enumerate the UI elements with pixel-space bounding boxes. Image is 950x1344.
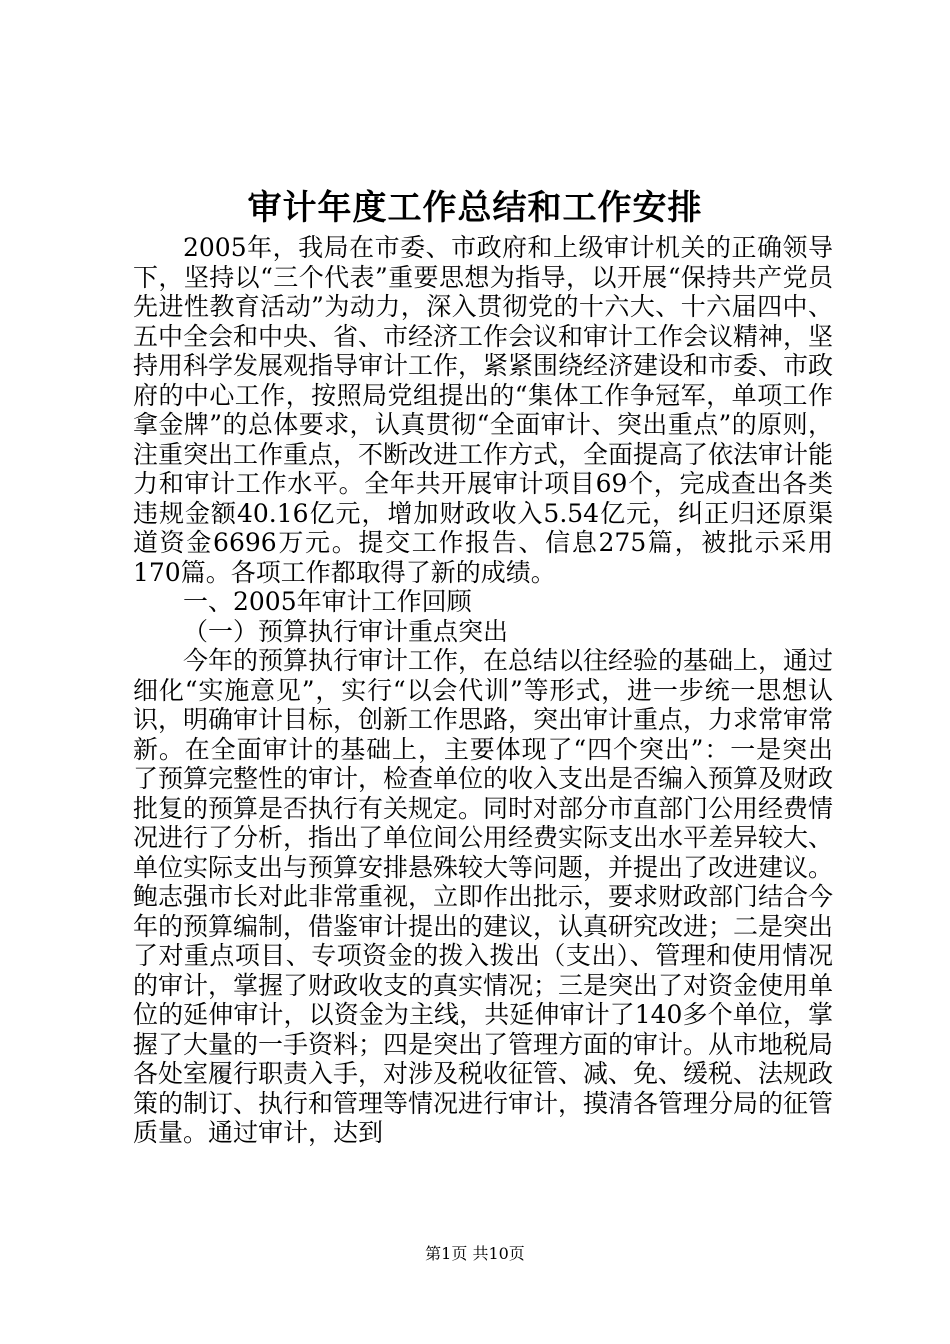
subsection-heading-budget-audit: （一）预算执行审计重点突出 bbox=[183, 616, 509, 646]
section-heading-review: 一、2005年审计工作回顾 bbox=[183, 587, 472, 616]
document-body bbox=[133, 233, 833, 1148]
paragraph-intro: 2005年，我局在市委、市政府和上级审计机关的正确领导下，坚持以“三个代表”重要思想为指导，以开展“保持共产党员先进性教育活动”为动力，深入贯彻党的十六大、十六届四中、五中全会和中央、省、市经济工作会议和审计工作会议精神，坚持用科学发展观指导审计工作，紧紧围绕经济建设和市委、市政府的中心工作，按照局党组提出的“集体工作争冠军，单项工作拿金牌”的总体要求，认真贯彻“全面审计、突出重点”的原则，注重突出工作重点，不断改进工作方式，全面提高了依法审计能力和审计工作水平。全年共开展审计项目69个，完成查出各类违规金额40.16亿元，增加财政收入5.54亿元，纠正归还原渠道资金6696万元。提交工作报告、信息275篇，被批示采用170篇。各项工作都取得了新的成绩。 bbox=[133, 233, 834, 587]
paragraph-budget-audit: 今年的预算执行审计工作，在总结以往经验的基础上，通过细化“实施意见”，实行“以会代训”等形式，进一步统一思想认识，明确审计目标，创新工作思路，突出审计重点，力求常审常新。在全面审计的基础上，主要体现了“四个突出”：一是突出了预算完整性的审计，检查单位的收入支出是否编入预算及财政批复的预算是否执行有关规定。同时对部分市直部门公用经费情况进行了分析，指出了单位间公用经费实际支出水平差异较大、单位实际支出与预算安排悬殊较大等问题，并提出了改进建议。鲍志强市长对此非常重视，立即作出批示，要求财政部门结合今年的预算编制，借鉴审计提出的建议，认真研究改进；二是突出了对重点项目、专项资金的拨入拨出（支出）、管理和使用情况的审计，掌握了财政收支的真实情况；三是突出了对资金使用单位的延伸审计，以资金为主线，共延伸审计了140多个单位，掌握了大量的一手资料；四是突出了管理方面的审计。从市地税局各处室履行职责入手，对涉及税收征管、减、免、缓税、法规政策的制订、执行和管理等情况进行审计，摸清各管理分局的征管质量。通过审计，达到 bbox=[133, 646, 834, 1147]
page-number-footer: 第1页 共10页 bbox=[425, 1244, 525, 1263]
document-title: 审计年度工作总结和工作安排 bbox=[247, 188, 703, 228]
